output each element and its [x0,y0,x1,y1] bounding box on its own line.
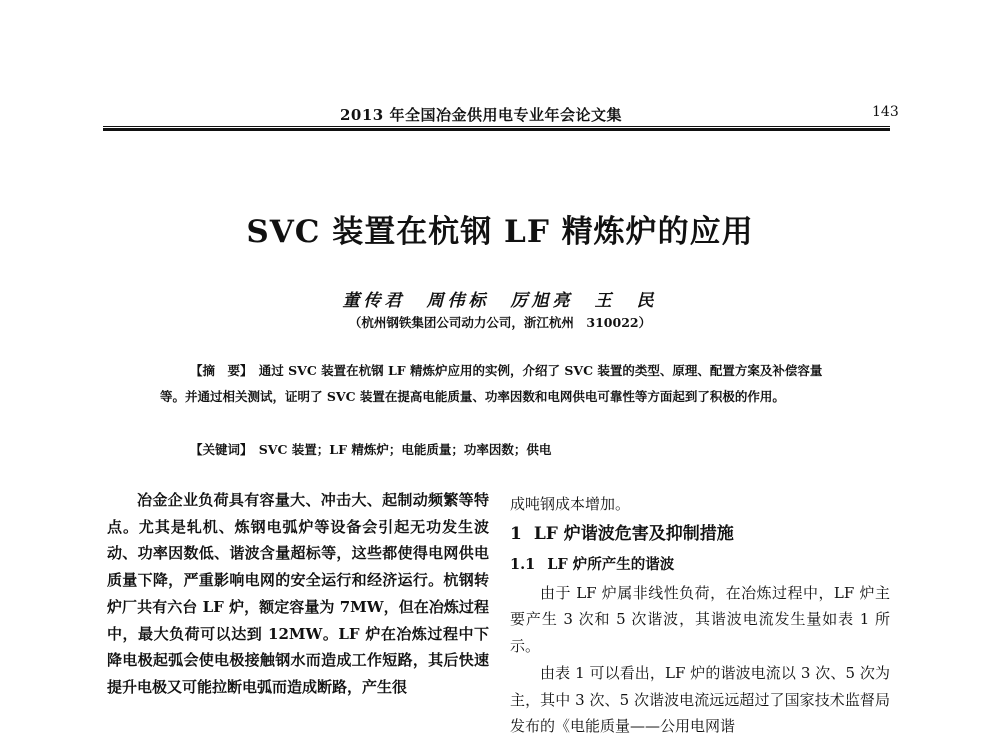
paper-title: SVC 装置在杭钢 LF 精炼炉的应用 [246,214,754,250]
header-rule-thick [103,128,890,131]
abstract-text: 通过 SVC 装置在杭钢 LF 精炼炉应用的实例，介绍了 SVC 装置的类型、原理、配置方案及补偿容量等。并通过相关测试，证明了 SVC 装置在提高电能质量、功率因数和电网供电可靠性等方面起到了积极的作用。 [160,363,823,404]
keywords [160,438,840,462]
body-left-column [107,487,489,701]
subsection-number: 1.1 [510,555,536,573]
abstract [160,358,840,410]
keywords-label: 【关键词】 [190,442,247,457]
subsection-title: LF 炉所产生的谐波 [547,555,675,573]
abstract-label: 【摘 要】 [190,363,247,378]
author-affiliation: （杭州钢铁集团公司动力公司，浙江杭州 310022） [348,315,652,330]
paragraph-harmonics: 由于 LF 炉属非线性负荷，在冶炼过程中，LF 炉主要产生 3 次和 5 次谐波，其谐波电流发生量如表 1 所示。 [510,583,890,656]
page-number: 143 [872,104,899,120]
header-rule-thin [103,126,890,127]
continuation-text: 成吨钢成本增加。 [510,495,631,513]
running-header-title: 2013 年全国冶金供用电专业年会论文集 [340,106,622,124]
paragraph-table-ref: 由表 1 可以看出，LF 炉的谐波电流以 3 次、5 次为主，其中 3 次、5 次谐波电流远远超过了国家技术监督局发布的《电能质量——公用电网谐 [510,663,890,736]
intro-paragraph: 冶金企业负荷具有容量大、冲击大、起制动频繁等特点。尤其是轧机、炼钢电弧炉等设备会引起无功发生波动、功率因数低、谐波含量超标等，这些都使得电网供电质量下降，严重影响电网的安全运行和经济运行。杭钢转炉厂共有六台 LF 炉，额定容量为 7MW，但在冶炼过程中，最大负荷可以达到 12MW。LF 炉在冶炼过程中下降电极起弧会使电极接触钢水而造成工作短路，其后快速提升电极又可能拉断电弧而造成断路，产生很 [107,491,489,696]
section-title: LF 炉谐波危害及抑制措施 [533,523,734,544]
section-number: 1 [510,523,522,544]
body-right-column [510,491,890,740]
section-heading [510,518,890,550]
keywords-text: SVC 装置；LF 精炼炉；电能质量；功率因数；供电 [258,442,552,457]
subsection-heading [510,550,890,580]
author-list: 董传君 周伟标 厉旭亮 王 民 [342,291,658,311]
